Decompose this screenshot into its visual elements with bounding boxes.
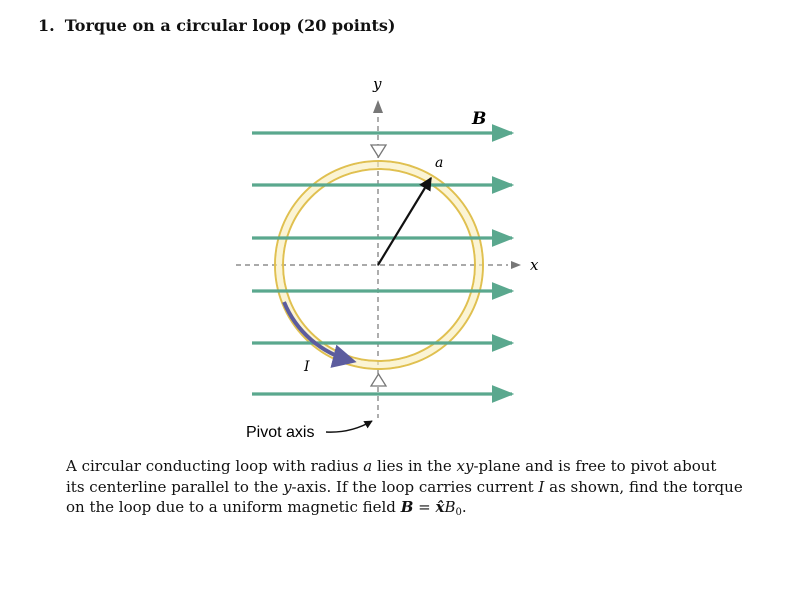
pivot-bottom-marker [371,374,386,386]
description-line: A circular conducting loop with radius a lies in the xy-plane and is free to pivot about [66,457,717,475]
x-axis-label: x [530,256,539,274]
problem-number: 1. [38,16,55,35]
description-line: its centerline parallel to the y-axis. If the loop carries current I as shown, find the torque [66,477,743,496]
radius-arrow [378,178,431,265]
field-label: B [472,109,487,129]
current-label: I [304,359,310,375]
field-lines [252,133,512,394]
pivot-axis-pointer [326,421,372,432]
radius-label: a [435,155,444,171]
problem-description [66,456,766,524]
pivot-axis-label: Pivot axis [246,424,315,441]
pivot-top-marker [371,145,386,157]
description-line: on the loop due to a uniform magnetic field $B = x̂B_0$. [66,498,467,518]
x-axis-arrowhead [511,261,521,269]
y-axis-label: y [373,75,382,93]
problem-title: Torque on a circular loop (20 points) [64,16,396,35]
y-axis-arrowhead [373,100,383,113]
